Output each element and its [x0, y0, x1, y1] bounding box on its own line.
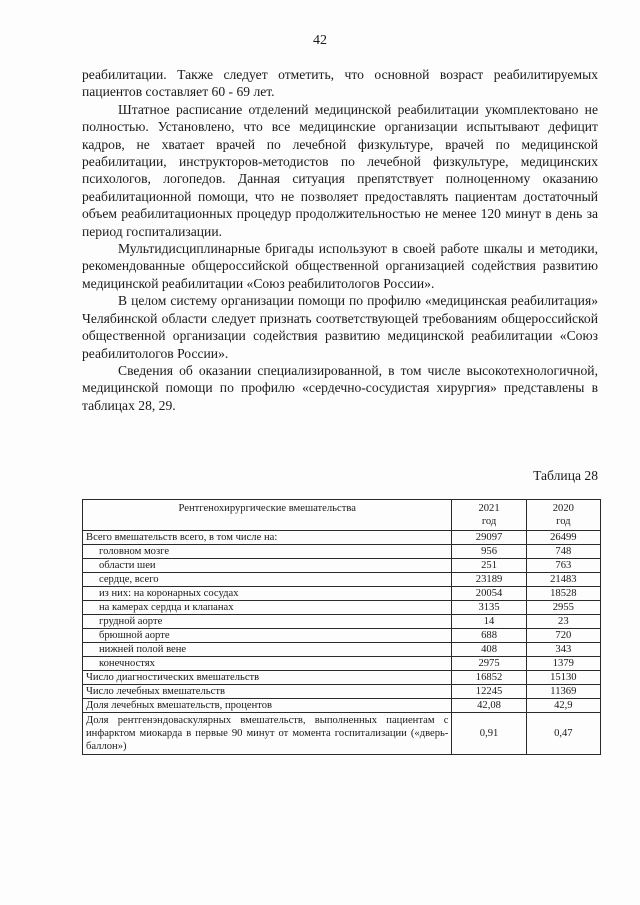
data-table: [82, 499, 601, 755]
value-2021: 29097: [452, 531, 526, 545]
value-2020: 748: [526, 545, 600, 559]
value-2020: 26499: [526, 531, 600, 545]
header-label: Рентгенохирургические вмешательства: [83, 500, 452, 531]
row-label: на камерах сердца и клапанах: [83, 601, 452, 615]
table-row: [83, 629, 601, 643]
table-row: [83, 643, 601, 657]
table-row: [83, 573, 601, 587]
value-2020: 763: [526, 559, 600, 573]
table-row: [83, 615, 601, 629]
value-2020: 23: [526, 615, 600, 629]
row-label: Доля рентгенэндоваскулярных вмешательств, выполненных пациентам с инфарктом миокарда в первые 90 минут от момента госпитализации («дверь-баллон»): [83, 713, 452, 755]
value-2021: 251: [452, 559, 526, 573]
table-caption: Таблица 28: [533, 468, 598, 483]
row-label: Число лечебных вмешательств: [83, 685, 452, 699]
table-row: [83, 587, 601, 601]
value-2021: 688: [452, 629, 526, 643]
row-label: грудной аорте: [83, 615, 452, 629]
table-row: [83, 559, 601, 573]
paragraph: В целом систему организации помощи по профилю «медицинская реабилитация» Челябинской области следует признать соответствующей требованиям общероссийской общественной организации содействия развитию медицинской реабилитации «Союз реабилитологов России».: [82, 293, 598, 361]
page-number: 42: [313, 33, 327, 48]
paragraph: Мультидисциплинарные бригады используют в своей работе шкалы и методики, рекомендованные общероссийской общественной организацией содействия развитию медицинской реабилитации «Союз реабилитологов России».: [82, 241, 598, 291]
value-2020: 1379: [526, 657, 600, 671]
row-label: сердце, всего: [83, 573, 452, 587]
table-body: [83, 531, 601, 755]
row-label: Всего вмешательств всего, в том числе на:: [83, 531, 452, 545]
paragraph: реабилитации. Также следует отметить, что основной возраст реабилитируемых пациентов составляет 60 - 69 лет.: [82, 67, 598, 100]
table-row: [83, 685, 601, 699]
row-label: из них: на коронарных сосудах: [83, 587, 452, 601]
row-label: Доля лечебных вмешательств, процентов: [83, 699, 452, 713]
value-2021: 956: [452, 545, 526, 559]
row-label: Число диагностических вмешательств: [83, 671, 452, 685]
header-year-2021: 2021 год: [452, 500, 526, 531]
value-2020: 42,9: [526, 699, 600, 713]
row-label: нижней полой вене: [83, 643, 452, 657]
table-row: [83, 545, 601, 559]
value-2021: 0,91: [452, 713, 526, 755]
value-2021: 408: [452, 643, 526, 657]
value-2021: 23189: [452, 573, 526, 587]
value-2020: 2955: [526, 601, 600, 615]
value-2021: 14: [452, 615, 526, 629]
table-row: [83, 671, 601, 685]
value-2021: 12245: [452, 685, 526, 699]
table-row: [83, 601, 601, 615]
row-label: головном мозге: [83, 545, 452, 559]
body-text: [82, 66, 598, 414]
row-label: брюшной аорте: [83, 629, 452, 643]
value-2020: 343: [526, 643, 600, 657]
value-2021: 2975: [452, 657, 526, 671]
table-row: [83, 699, 601, 713]
value-2021: 20054: [452, 587, 526, 601]
row-label: конечностях: [83, 657, 452, 671]
paragraph: Сведения об оказании специализированной, в том числе высокотехнологичной, медицинской помощи по профилю «сердечно-сосудистая хирургия» представлены в таблицах 28, 29.: [82, 362, 598, 413]
paragraph: Штатное расписание отделений медицинской реабилитации укомплектовано не полностью. Установлено, что все медицинские организации испытывают дефицит кадров, не хватает врачей по лечебной физкультуре, врачей по медицинской реабилитации, инструкторов-методистов по лечебной физкультуре, медицинских психологов, логопедов. Данная ситуация препятствует полноценному оказанию реабилитационной помощи, что не позволяет предоставлять пациентам достаточный объем реабилитационных процедур продолжительностью не менее 120 минут в день за период госпитализации.: [82, 101, 598, 239]
table-row: [83, 531, 601, 545]
header-year-2020: 2020 год: [526, 500, 600, 531]
table-row: [83, 657, 601, 671]
table-header-row: [83, 500, 601, 531]
value-2021: 16852: [452, 671, 526, 685]
value-2020: 18528: [526, 587, 600, 601]
table-row: [83, 713, 601, 755]
value-2020: 11369: [526, 685, 600, 699]
value-2020: 15130: [526, 671, 600, 685]
value-2021: 42,08: [452, 699, 526, 713]
value-2020: 21483: [526, 573, 600, 587]
value-2020: 720: [526, 629, 600, 643]
value-2021: 3135: [452, 601, 526, 615]
value-2020: 0,47: [526, 713, 600, 755]
row-label: области шеи: [83, 559, 452, 573]
